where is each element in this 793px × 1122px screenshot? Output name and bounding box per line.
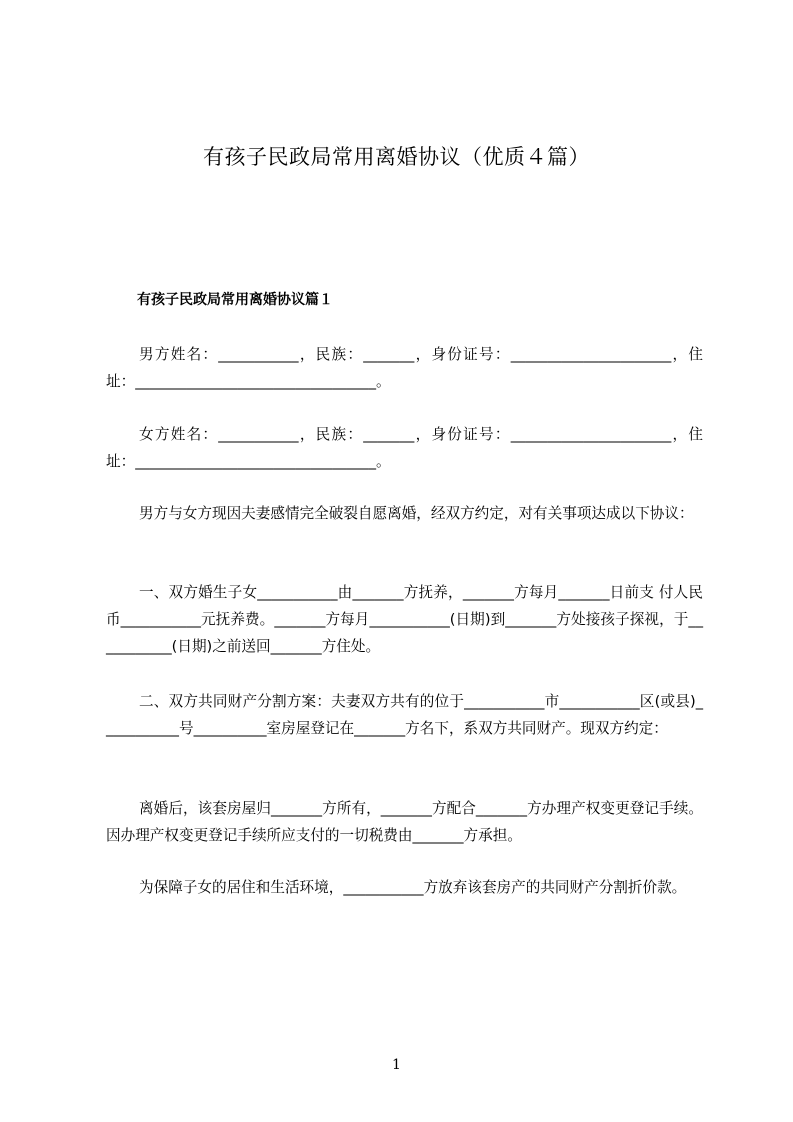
paragraph-child-custody: 一、双方婚生子女___________由_______方抚养，_______方每月_______日前支 付人民币___________元抚养费。_______方每月___________(日期)到_______方处接孩子探视，于___________(日期)之前送回_______方住处。	[106, 584, 703, 655]
paragraph-house-ownership: 离婚后，该套房屋归_______方所有，_______方配合_______方办理产权变更登记手续。因办理产权变更登记手续所应支付的一切税费由_______方承担。	[106, 800, 703, 844]
document-title: 有孩子民政局常用离婚协议（优质４篇）	[203, 145, 590, 169]
section-title: 有孩子民政局常用离婚协议篇１	[137, 292, 333, 308]
page-number: 1	[392, 1057, 401, 1073]
paragraph-child-living: 为保障子女的居住和生活环境，___________方放弃该套房产的共同财产分割折价款。	[139, 879, 687, 896]
paragraph-intro: 男方与女方现因夫妻感情完全破裂自愿离婚，经双方约定，对有关事项达成以下协议：	[139, 505, 694, 522]
paragraph-female-info: 女方姓名：___________，民族：_______，身份证号：______________________，住址：_________________________________。	[106, 426, 703, 470]
paragraph-male-info: 男方姓名：___________，民族：_______，身份证号：______________________，住址：_________________________________。	[106, 346, 703, 390]
paragraph-property-division: 二、双方共同财产分割方案：夫妻双方共有的位于___________市___________区(或县)___________号__________室房屋登记在_______方名下，系双方共同财产。现双方约定：	[106, 693, 703, 737]
